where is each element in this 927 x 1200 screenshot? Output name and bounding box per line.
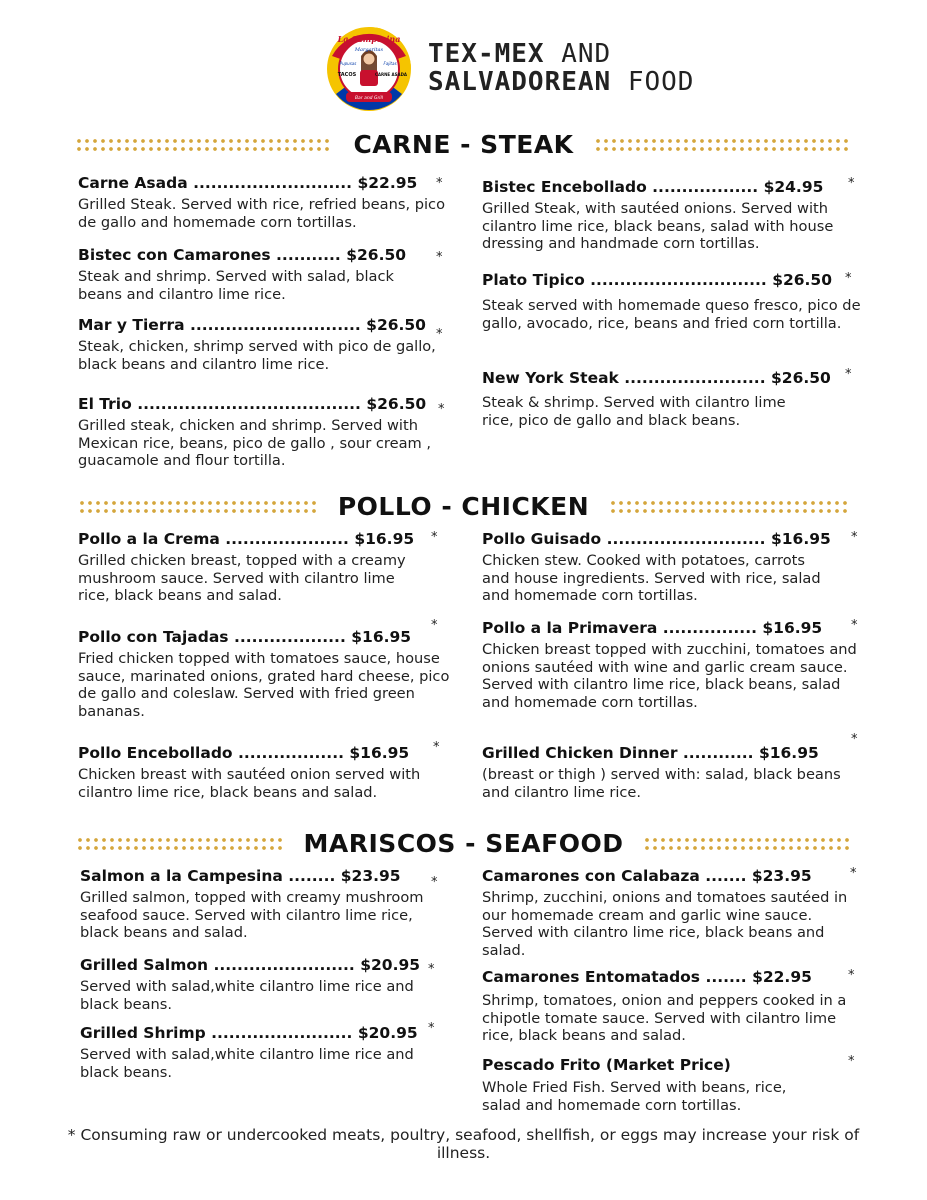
raw-warning-mark: * <box>848 176 855 191</box>
item-name: Camarones Entomatados <box>482 968 701 986</box>
raw-warning-mark: * <box>433 740 440 755</box>
item-name: Pollo a la Crema <box>78 530 220 548</box>
logo-bottom-text: Bar and Grill <box>354 96 384 101</box>
item-name: Mar y Tierra <box>78 316 185 334</box>
divider-dots <box>643 836 851 852</box>
item-price: $16.95 <box>758 744 819 762</box>
item-name: Pollo a la Primavera <box>482 619 658 637</box>
item-dots: ....... <box>705 968 747 986</box>
item-price: $16.95 <box>770 530 831 548</box>
item-description: Whole Fried Fish. Served with beans, rice, salad and homemade corn tortillas. <box>482 1079 787 1114</box>
section-title-chicken <box>0 492 927 521</box>
tagline-line2-thin: FOOD <box>627 67 695 97</box>
item-name: Grilled Salmon <box>80 956 209 974</box>
raw-warning-mark: * <box>431 618 438 633</box>
item-name: Pollo con Tajadas <box>78 628 229 646</box>
item-price: $23.95 <box>751 867 812 885</box>
item-description: Grilled Steak. Served with rice, refried beans, pico de gallo and homemade corn tortillas. <box>78 196 446 231</box>
restaurant-logo <box>326 26 412 112</box>
item-dots: ............ <box>682 744 754 762</box>
logo-left-text: TACOS <box>337 72 357 78</box>
item-name: Carne Asada <box>78 174 188 192</box>
item-description: Grilled chicken breast, topped with a creamy mushroom sauce. Served with cilantro lime rice, black beans and salad. <box>78 552 406 604</box>
item-price: $16.95 <box>762 619 823 637</box>
item-dots: ........................ <box>624 369 766 387</box>
logo-mid-left: Pupusas <box>339 61 357 66</box>
raw-warning-mark: * <box>845 271 852 286</box>
menu-item <box>80 1023 425 1081</box>
item-dots: ............................. <box>189 316 361 334</box>
divider-dots <box>78 499 318 515</box>
logo-mid-top: Margaritas <box>354 47 384 53</box>
menu-item <box>78 315 438 373</box>
item-price: $26.50 <box>346 246 407 264</box>
raw-warning-mark: * <box>845 367 852 382</box>
menu-item <box>482 866 862 959</box>
raw-warning-mark: * <box>851 530 858 545</box>
item-dots: .................. <box>652 178 759 196</box>
item-description: Grilled salmon, topped with creamy mushroom seafood sauce. Served with cilantro lime rice, black beans and salad. <box>80 889 424 941</box>
raw-warning-mark: * <box>431 875 438 890</box>
item-description: Steak & shrimp. Served with cilantro lime rice, pico de gallo and black beans. <box>482 394 786 429</box>
raw-warning-mark: * <box>431 530 438 545</box>
item-name: Bistec con Camarones <box>78 246 271 264</box>
item-name: Pollo Guisado <box>482 530 602 548</box>
menu-item <box>482 743 842 801</box>
item-price: $26.50 <box>771 369 831 387</box>
divider-dots <box>594 137 852 153</box>
item-price: $16.95 <box>354 530 415 548</box>
raw-warning-mark: * <box>848 968 855 983</box>
menu-item <box>78 529 428 605</box>
raw-warning-mark: * <box>436 327 443 342</box>
item-description: Served with salad,white cilantro lime rice and black beans. <box>80 978 414 1013</box>
raw-warning-mark: * <box>428 962 435 977</box>
divider-dots <box>75 137 333 153</box>
item-description: Shrimp, zucchini, onions and tomatoes sautéed in our homemade cream and garlic wine sauce. Served with cilantro lime rice, black beans and salad. <box>482 889 848 959</box>
raw-warning-mark: * <box>436 250 443 265</box>
menu-item <box>78 394 458 470</box>
item-name: Salmon a la Campesina <box>80 867 283 885</box>
menu-item <box>482 967 862 1045</box>
item-dots: .............................. <box>590 271 767 289</box>
item-name: Pescado Frito (Market Price) <box>482 1056 731 1074</box>
raw-warning-mark: * <box>850 866 857 881</box>
item-name: Pollo Encebollado <box>78 744 233 762</box>
section-heading: POLLO - CHICKEN <box>337 492 590 521</box>
item-dots: .................. <box>237 744 344 762</box>
menu-item <box>482 270 864 332</box>
menu-item <box>482 368 831 429</box>
item-description: Shrimp, tomatoes, onion and peppers cooked in a chipotle tomate sauce. Served with cilantro lime rice, black beans and salad. <box>482 992 847 1044</box>
item-dots: ................... <box>233 628 346 646</box>
menu-item <box>78 245 438 303</box>
item-name: Grilled Chicken Dinner <box>482 744 678 762</box>
item-name: Camarones con Calabaza <box>482 867 700 885</box>
menu-item <box>78 627 450 720</box>
menu-item <box>80 866 425 942</box>
item-dots: ........................ <box>213 956 355 974</box>
menu-item <box>482 618 857 711</box>
item-price: $16.95 <box>349 744 410 762</box>
item-description: Served with salad,white cilantro lime rice and black beans. <box>80 1046 414 1081</box>
tagline-line1-bold: TEX-MEX <box>428 39 545 69</box>
item-dots: ........................ <box>211 1024 353 1042</box>
menu-item <box>80 955 425 1013</box>
raw-warning-mark: * <box>436 176 443 191</box>
raw-warning-mark: * <box>851 732 858 747</box>
item-price: $26.50 <box>366 316 426 334</box>
tagline <box>428 40 694 96</box>
item-name: Grilled Shrimp <box>80 1024 206 1042</box>
menu-item <box>482 1055 827 1114</box>
tagline-line1-thin: AND <box>561 39 612 69</box>
item-name: Bistec Encebollado <box>482 178 647 196</box>
item-price: $24.95 <box>763 178 824 196</box>
section-title-seafood <box>0 829 927 858</box>
menu-item <box>78 743 463 801</box>
item-dots: ..................... <box>225 530 349 548</box>
item-price: $16.95 <box>351 628 412 646</box>
item-dots: ....... <box>705 867 747 885</box>
health-disclaimer: * Consuming raw or undercooked meats, poultry, seafood, shellfish, or eggs may increase your risk of illness. <box>67 1126 860 1162</box>
item-price: $26.50 <box>772 271 833 289</box>
logo-top-text: La Campesina <box>337 34 401 44</box>
item-description: Fried chicken topped with tomatoes sauce, house sauce, marinated onions, grated hard cheese, pico de gallo and coleslaw. Served with fried green bananas. <box>78 650 450 720</box>
item-dots: ........................... <box>606 530 766 548</box>
item-dots: ........ <box>288 867 336 885</box>
divider-dots <box>609 499 849 515</box>
item-price: $20.95 <box>360 956 421 974</box>
raw-warning-mark: * <box>851 618 858 633</box>
item-price: $23.95 <box>340 867 401 885</box>
menu-item <box>482 177 864 253</box>
item-name: El Trio <box>78 395 132 413</box>
item-description: Steak served with homemade queso fresco, pico de gallo, avocado, rice, beans and fried corn tortilla. <box>482 297 861 332</box>
section-heading: MARISCOS - SEAFOOD <box>303 829 624 858</box>
item-name: Plato Tipico <box>482 271 585 289</box>
logo-mid-right: Fajitas <box>383 61 397 66</box>
logo-right-text: CARNE ASADA <box>374 72 408 77</box>
menu-item <box>482 529 832 605</box>
section-heading: CARNE - STEAK <box>353 130 574 159</box>
item-price: $22.95 <box>357 174 418 192</box>
item-description: Grilled steak, chicken and shrimp. Served with Mexican rice, beans, pico de gallo , sour cream , guacamole and flour tortilla. <box>78 417 432 469</box>
item-description: Chicken stew. Cooked with potatoes, carrots and house ingredients. Served with rice, salad and homemade corn tortillas. <box>482 552 821 604</box>
raw-warning-mark: * <box>438 402 445 417</box>
item-description: Chicken breast topped with zucchini, tomatoes and onions sautéed with wine and garlic cream sauce. Served with cilantro lime rice, black beans, salad and homemade corn tortillas. <box>482 641 857 711</box>
item-price: $22.95 <box>752 968 812 986</box>
section-title-steak <box>0 130 927 159</box>
item-description: Steak, chicken, shrimp served with pico de gallo, black beans and cilantro lime rice. <box>78 338 436 373</box>
item-price: $26.50 <box>366 395 427 413</box>
item-name: New York Steak <box>482 369 619 387</box>
item-price: $20.95 <box>357 1024 418 1042</box>
menu-item <box>78 173 448 231</box>
item-dots: ...................................... <box>137 395 361 413</box>
tagline-line2-bold: SALVADOREAN <box>428 67 612 97</box>
item-dots: ........................... <box>193 174 353 192</box>
item-description: Chicken breast with sautéed onion served with cilantro lime rice, black beans and salad. <box>78 766 421 801</box>
item-dots: ........... <box>276 246 341 264</box>
item-dots: ................ <box>662 619 757 637</box>
item-description: Grilled Steak, with sautéed onions. Served with cilantro lime rice, black beans, salad with house dressing and handmade corn tortillas. <box>482 200 834 252</box>
item-description: Steak and shrimp. Served with salad, black beans and cilantro lime rice. <box>78 268 394 303</box>
divider-dots <box>76 836 284 852</box>
item-description: (breast or thigh ) served with: salad, black beans and cilantro lime rice. <box>482 766 841 801</box>
raw-warning-mark: * <box>428 1021 435 1036</box>
raw-warning-mark: * <box>848 1054 855 1069</box>
